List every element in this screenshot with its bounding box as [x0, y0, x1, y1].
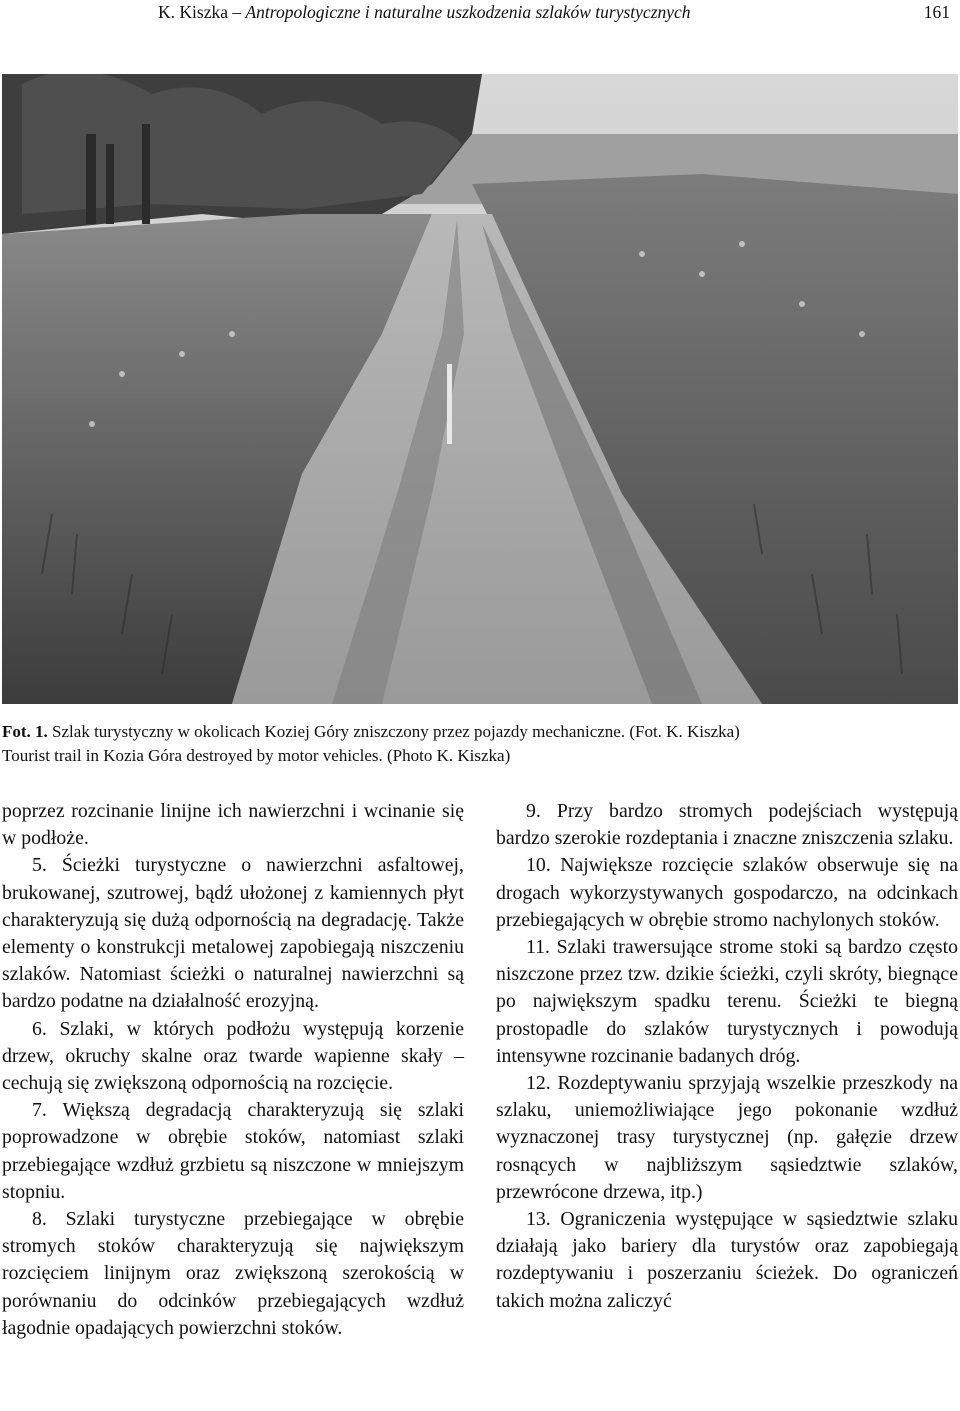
- trail-photograph: [2, 74, 958, 704]
- trail-photo-illustration: [2, 74, 958, 704]
- paragraph-13: 13. Ograniczenia występujące w sąsiedztwie szlaku działają jako bariery dla turystów oraz zapobiegają rozdeptywaniu i poszerzaniu ścieżek. Do ograniczeń takich można zaliczyć: [496, 1208, 958, 1312]
- paragraph-8: 8. Szlaki turystyczne przebiegające w obrębie stromych stoków charakteryzują się największym rozcięciem linijnym oraz zwiększoną szerokością w porównaniu do odcinków przebiegających wzdłuż łagodnie opadających powierzchni stoków.: [2, 1208, 464, 1339]
- header-author: K. Kiszka –: [158, 2, 246, 22]
- caption-polish-text: Szlak turystyczny w okolicach Koziej Góry zniszczony przez pojazdy mechaniczne. (Fot. K. Kiszka): [47, 722, 740, 741]
- running-header: [0, 0, 960, 28]
- paragraph-5: 5. Ścieżki turystyczne o nawierzchni asfaltowej, brukowanej, szutrowej, bądź ułożonej z kamiennych płyt charakteryzują się dużą odpornością na degradację. Także elementy o konstrukcji metalowej zapobiegają niszczeniu szlaków. Natomiast ścieżki o naturalnej nawierzchni są bardzo podatne na działalność erozyjną.: [2, 854, 464, 1013]
- paragraph-10: 10. Największe rozcięcie szlaków obserwuje się na drogach wykorzystywanych gospodarczo, na odcinkach przebiegających w obrębie stromo nachylonych stoków.: [496, 854, 958, 931]
- running-title: [158, 0, 691, 24]
- caption-english: Tourist trail in Kozia Góra destroyed by motor vehicles. (Photo K. Kiszka): [2, 746, 511, 765]
- page-number: 161: [923, 2, 950, 22]
- left-text-column: [2, 798, 464, 1342]
- paragraph-11: 11. Szlaki trawersujące strome stoki są bardzo często niszczone przez tzw. dzikie ścieżki, czyli skróty, biegnące po największym spadku terenu. Ścieżki te biegną prostopadle do szlaków turystycznych i powodują intensywne rozcinanie badanych dróg.: [496, 936, 958, 1067]
- paragraph-12: 12. Rozdeptywaniu sprzyjają wszelkie przeszkody na szlaku, uniemożliwiające jego pokonanie wzdłuż wyznaczonej trasy turystycznej (np. gałęzie drzew rosnących w najbliższym sąsiedztwie szlaków, przewrócone drzewa, itp.): [496, 1072, 958, 1203]
- header-article-title: Antropologiczne i naturalne uszkodzenia szlaków turystycznych: [245, 2, 691, 22]
- paragraph-continuation: poprzez rozcinanie linijne ich nawierzchni i wcinanie się w podłoże.: [2, 800, 464, 850]
- figure-caption: [2, 720, 958, 768]
- paragraph-7: 7. Większą degradacją charakteryzują się szlaki poprowadzone w obrębie stoków, natomiast szlaki przebiegające wzdłuż grzbietu są niszczone w mniejszym stopniu.: [2, 1099, 464, 1203]
- right-text-column: [496, 798, 958, 1315]
- figure-label: Fot. 1.: [2, 722, 48, 741]
- paragraph-9: 9. Przy bardzo stromych podejściach występują bardzo szerokie rozdeptania i znaczne zniszczenia szlaku.: [496, 800, 958, 850]
- caption-polish: [2, 720, 958, 744]
- paragraph-6: 6. Szlaki, w których podłożu występują korzenie drzew, okruchy skalne oraz twarde wapienne skały – cechują się zwiększoną odpornością na rozcięcie.: [2, 1017, 464, 1095]
